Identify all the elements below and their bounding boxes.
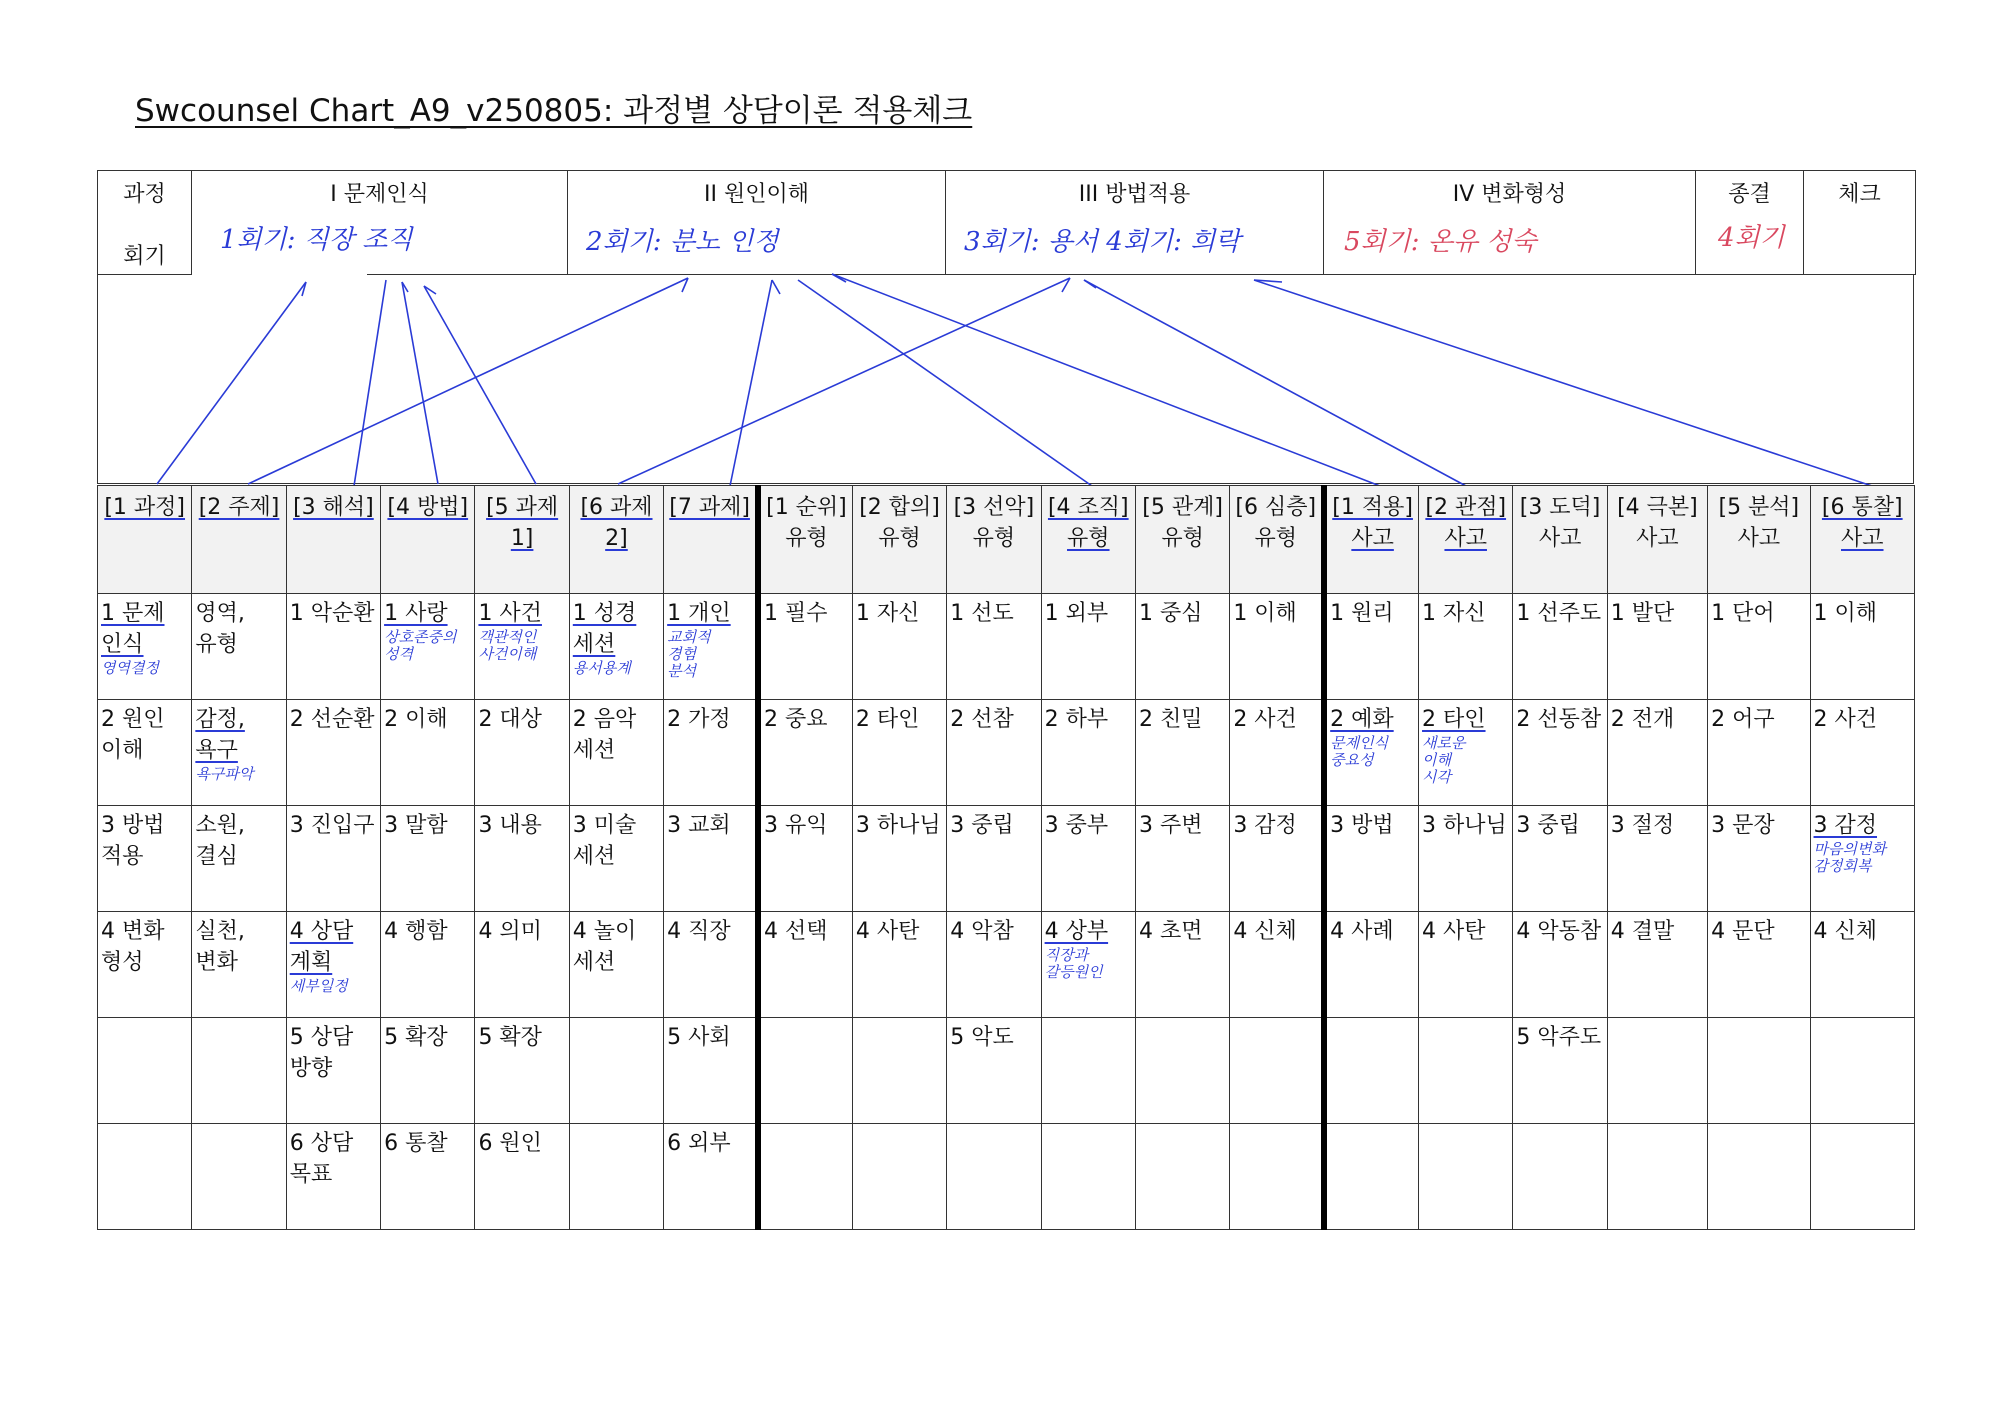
document-title: Swcounsel Chart_A9_v250805: 과정별 상담이론 적용체크	[135, 93, 973, 129]
handwritten-note: 교회적 경험 분석	[667, 628, 711, 680]
cell-label: 6 상담 목표	[289, 1131, 354, 1187]
phase-name: 체크	[1838, 182, 1881, 207]
grid-cell[interactable]	[664, 806, 758, 912]
table-row	[98, 806, 1915, 912]
grid-cell[interactable]	[1419, 594, 1513, 700]
grid-cell[interactable]	[1230, 700, 1324, 806]
grid-cell[interactable]	[475, 806, 569, 912]
grid-cell[interactable]	[98, 700, 192, 806]
grid-cell[interactable]	[1324, 912, 1418, 1018]
column-header-label: [2 관점] 사고	[1425, 495, 1507, 551]
grid-cell[interactable]	[381, 594, 475, 700]
cell-label: 4 신체	[1813, 919, 1878, 944]
grid-cell[interactable]	[286, 1018, 380, 1124]
grid-cell[interactable]	[1810, 1018, 1914, 1124]
cell-label: 4 행함	[384, 919, 448, 944]
column-header-label: [5 관계] 유형	[1142, 495, 1223, 551]
grid-cell[interactable]	[1419, 700, 1513, 806]
cell-label: 6 원인	[478, 1131, 542, 1156]
process-session-table	[97, 170, 1916, 275]
grid-cell[interactable]	[98, 1018, 192, 1124]
cell-label: 3 교회	[667, 813, 731, 838]
grid-cell[interactable]	[852, 1018, 946, 1124]
column-header-label: [2 주제]	[198, 495, 280, 520]
grid-cell[interactable]	[1810, 806, 1914, 912]
grid-cell[interactable]	[286, 806, 380, 912]
grid-cell[interactable]	[664, 700, 758, 806]
grid-cell[interactable]	[1041, 806, 1135, 912]
cell-label: 4 의미	[478, 919, 542, 944]
grid-cell[interactable]	[1041, 1124, 1135, 1230]
cell-label: 1 단어	[1711, 601, 1775, 626]
column-header	[381, 486, 475, 594]
grid-cell[interactable]	[947, 1124, 1041, 1230]
grid-cell[interactable]	[286, 1124, 380, 1230]
column-header	[1230, 486, 1324, 594]
cell-label: 4 상담 계획	[289, 919, 354, 975]
cell-label: 2 선참	[950, 707, 1014, 732]
handwritten-note: 새로운 이해 시각	[1422, 734, 1466, 786]
cell-label: 6 통찰	[384, 1131, 448, 1156]
grid-cell[interactable]	[1230, 912, 1324, 1018]
grid-cell[interactable]	[1230, 594, 1324, 700]
cell-label: 1 성경 세션	[572, 601, 637, 657]
cell-label: 2 하부	[1044, 707, 1109, 732]
cell-label: 1 이해	[1813, 601, 1878, 626]
phase-name: IV 변화형성	[1452, 182, 1567, 207]
grid-cell[interactable]	[192, 594, 286, 700]
handwritten-session-note: 3회기: 용서 4회기: 희락	[964, 227, 1241, 257]
column-header-label: [3 해석]	[293, 495, 374, 520]
cell-label: 1 개인	[667, 601, 731, 626]
column-header-label: [3 선악] 유형	[953, 495, 1035, 551]
cell-label: 3 중립	[1516, 813, 1580, 838]
column-header-label: [3 도덕] 사고	[1519, 495, 1601, 551]
cell-label: 1 선도	[950, 601, 1014, 626]
grid-cell[interactable]	[758, 700, 852, 806]
cell-label: 4 악동참	[1516, 919, 1602, 944]
grid-cell[interactable]	[1324, 594, 1418, 700]
grid-cell[interactable]	[192, 912, 286, 1018]
cell-label: 2 중요	[764, 707, 828, 732]
cell-label: 1 중심	[1138, 601, 1203, 626]
cell-label: 2 원인 이해	[101, 707, 165, 763]
cell-label: 3 유익	[764, 813, 828, 838]
grid-cell[interactable]	[1324, 700, 1418, 806]
grid-cell[interactable]	[1708, 806, 1810, 912]
grid-cell[interactable]	[852, 806, 946, 912]
grid-cell[interactable]	[1230, 1018, 1324, 1124]
column-header-label: [1 과정]	[104, 495, 186, 520]
cell-label: 2 예화	[1330, 707, 1394, 732]
cell-label: 3 감정	[1233, 813, 1297, 838]
grid-cell[interactable]	[1708, 912, 1810, 1018]
phase-name: I 문제인식	[330, 182, 429, 207]
grid-cell[interactable]	[852, 594, 946, 700]
grid-cell[interactable]	[1135, 912, 1229, 1018]
handwritten-note: 용서용계	[572, 659, 631, 677]
column-header-label: [7 과제]	[669, 495, 750, 520]
handwritten-session-note: 2회기: 분노 인정	[586, 227, 779, 257]
cell-label: 1 사랑	[384, 601, 448, 626]
column-header-label: [4 극본] 사고	[1617, 495, 1698, 551]
grid-cell[interactable]	[381, 1018, 475, 1124]
cell-label: 4 사탄	[1422, 919, 1486, 944]
handwritten-note: 영역결정	[101, 659, 159, 677]
phase-cell-method-application[interactable]	[946, 171, 1324, 275]
grid-cell[interactable]	[1324, 806, 1418, 912]
grid-cell[interactable]	[758, 1018, 852, 1124]
grid-cell[interactable]	[758, 806, 852, 912]
grid-cell[interactable]	[1708, 1124, 1810, 1230]
column-header	[947, 486, 1041, 594]
grid-cell[interactable]	[1513, 1018, 1607, 1124]
cell-label: 5 확장	[384, 1025, 448, 1050]
grid-cell[interactable]	[381, 1124, 475, 1230]
grid-cell[interactable]	[1607, 700, 1707, 806]
cell-label: 3 하나님	[1422, 813, 1507, 838]
cell-label: 1 원리	[1330, 601, 1394, 626]
column-header	[569, 486, 663, 594]
grid-cell[interactable]	[1513, 1124, 1607, 1230]
grid-cell[interactable]	[1041, 700, 1135, 806]
phase-name: III 방법적용	[1078, 182, 1191, 207]
grid-cell[interactable]	[569, 594, 663, 700]
theory-check-grid	[97, 485, 1915, 1230]
grid-cell[interactable]	[1607, 912, 1707, 1018]
grid-cell[interactable]	[1708, 1018, 1810, 1124]
column-header	[852, 486, 946, 594]
grid-cell[interactable]	[1041, 594, 1135, 700]
handwritten-note: 욕구파악	[195, 765, 254, 783]
grid-cell[interactable]	[664, 1018, 758, 1124]
grid-cell[interactable]	[192, 1018, 286, 1124]
cell-label: 4 놀이 세션	[572, 919, 637, 975]
cell-label: 2 음악 세션	[572, 707, 637, 763]
grid-cell[interactable]	[1513, 700, 1607, 806]
cell-label: 1 자신	[1422, 601, 1486, 626]
cell-label: 4 상부	[1044, 919, 1109, 944]
grid-cell[interactable]	[1135, 806, 1229, 912]
cell-label: 4 신체	[1233, 919, 1297, 944]
grid-cell[interactable]	[1135, 1124, 1229, 1230]
process-session-label-cell	[98, 171, 192, 275]
cell-label: 2 사건	[1233, 707, 1297, 732]
grid-cell[interactable]	[1324, 1018, 1418, 1124]
cell-label: 5 확장	[478, 1025, 542, 1050]
grid-cell[interactable]	[758, 594, 852, 700]
column-header-label: [6 과제 2]	[580, 495, 653, 551]
column-header	[1324, 486, 1418, 594]
grid-cell[interactable]	[475, 700, 569, 806]
grid-cell[interactable]	[947, 912, 1041, 1018]
cell-label: 3 하나님	[855, 813, 941, 838]
grid-cell[interactable]	[1135, 700, 1229, 806]
handwritten-note: 상호존중의 성격	[384, 628, 457, 663]
cell-label: 2 친밀	[1138, 707, 1203, 732]
cell-label: 3 절정	[1610, 813, 1675, 838]
phase-cell-check[interactable]	[1804, 171, 1916, 275]
cell-label: 5 악도	[950, 1025, 1014, 1050]
column-header	[1041, 486, 1135, 594]
grid-cell[interactable]	[475, 912, 569, 1018]
grid-cell[interactable]	[1513, 594, 1607, 700]
cell-label: 1 이해	[1233, 601, 1297, 626]
grid-cell[interactable]	[664, 1124, 758, 1230]
cell-label: 1 자신	[855, 601, 920, 626]
cell-label: 4 직장	[667, 919, 731, 944]
process-label: 과정	[123, 182, 166, 207]
cell-label: 3 방법	[1330, 813, 1394, 838]
handwritten-session-note: 4회기	[1718, 223, 1785, 253]
grid-cell[interactable]	[1419, 912, 1513, 1018]
column-header-label: [4 조직] 유형	[1047, 495, 1129, 551]
grid-cell[interactable]	[192, 806, 286, 912]
grid-cell[interactable]	[852, 1124, 946, 1230]
grid-cell[interactable]	[98, 912, 192, 1018]
cell-label: 2 전개	[1610, 707, 1675, 732]
cell-label: 1 사건	[478, 601, 542, 626]
column-header	[1513, 486, 1607, 594]
grid-cell[interactable]	[286, 594, 380, 700]
column-header-label: [4 방법]	[387, 495, 469, 520]
cell-label: 4 문단	[1711, 919, 1775, 944]
grid-cell[interactable]	[1041, 912, 1135, 1018]
grid-cell[interactable]	[569, 912, 663, 1018]
cell-label: 3 주변	[1138, 813, 1203, 838]
grid-cell[interactable]	[475, 594, 569, 700]
grid-cell[interactable]	[98, 806, 192, 912]
cell-label: 감정, 욕구	[195, 707, 245, 763]
grid-cell[interactable]	[1419, 806, 1513, 912]
cell-label: 4 악참	[950, 919, 1014, 944]
table-row	[98, 1018, 1915, 1124]
column-header	[98, 486, 192, 594]
cell-label: 3 내용	[478, 813, 542, 838]
phase-name: 종결	[1728, 182, 1771, 207]
grid-cell[interactable]	[1810, 700, 1914, 806]
cell-label: 1 필수	[764, 601, 828, 626]
cell-label: 6 외부	[667, 1131, 731, 1156]
grid-cell[interactable]	[1607, 594, 1707, 700]
cell-label: 3 방법 적용	[101, 813, 165, 869]
column-header	[1419, 486, 1513, 594]
column-header-label: [1 적용] 사고	[1332, 495, 1413, 551]
grid-cell[interactable]	[1135, 1018, 1229, 1124]
column-header-label: [6 통찰] 사고	[1821, 495, 1903, 551]
handwritten-note: 객관적인 사건이해	[478, 628, 537, 663]
grid-cell[interactable]	[947, 594, 1041, 700]
cell-label: 4 사례	[1330, 919, 1394, 944]
grid-cell[interactable]	[1041, 1018, 1135, 1124]
cell-label: 3 진입구	[289, 813, 375, 838]
phase-cell-problem-recognition[interactable]	[192, 171, 568, 275]
column-header	[1135, 486, 1229, 594]
grid-cell[interactable]	[1135, 594, 1229, 700]
grid-cell[interactable]	[1419, 1124, 1513, 1230]
session-label: 회기	[123, 244, 166, 269]
grid-cell[interactable]	[1810, 1124, 1914, 1230]
cell-label: 2 선순환	[289, 707, 375, 732]
grid-cell[interactable]	[947, 1018, 1041, 1124]
mapping-area	[97, 274, 1914, 484]
cell-label: 1 외부	[1044, 601, 1109, 626]
grid-cell[interactable]	[664, 594, 758, 700]
column-header-label: [6 심층] 유형	[1235, 495, 1317, 551]
grid-cell[interactable]	[1607, 1124, 1707, 1230]
cell-label: 2 사건	[1813, 707, 1878, 732]
grid-cell[interactable]	[381, 806, 475, 912]
grid-cell[interactable]	[1230, 1124, 1324, 1230]
column-header	[1607, 486, 1707, 594]
grid-cell[interactable]	[1513, 912, 1607, 1018]
cell-label: 2 선동참	[1516, 707, 1602, 732]
cell-label: 3 중부	[1044, 813, 1109, 838]
grid-cell[interactable]	[192, 1124, 286, 1230]
grid-cell[interactable]	[381, 912, 475, 1018]
handwritten-session-note: 5회기: 온유 성숙	[1344, 227, 1537, 257]
grid-cell[interactable]	[947, 806, 1041, 912]
grid-cell[interactable]	[1513, 806, 1607, 912]
column-header	[286, 486, 380, 594]
cell-label: 2 타인	[855, 707, 920, 732]
column-header	[192, 486, 286, 594]
cell-label: 2 어구	[1711, 707, 1775, 732]
grid-cell[interactable]	[98, 1124, 192, 1230]
cell-label: 3 말함	[384, 813, 448, 838]
column-header-label: [2 합의] 유형	[859, 495, 940, 551]
handwritten-note: 직장과 갈등원인	[1044, 946, 1103, 981]
cell-label: 4 선택	[764, 919, 828, 944]
grid-cell[interactable]	[475, 1018, 569, 1124]
grid-cell[interactable]	[569, 1124, 663, 1230]
grid-cell[interactable]	[1810, 594, 1914, 700]
grid-cell[interactable]	[1607, 806, 1707, 912]
header-row	[98, 486, 1915, 594]
grid-cell[interactable]	[475, 1124, 569, 1230]
cell-label: 5 사회	[667, 1025, 731, 1050]
grid-cell[interactable]	[569, 806, 663, 912]
grid-cell[interactable]	[569, 700, 663, 806]
grid-cell[interactable]	[98, 594, 192, 700]
cell-label: 1 문제 인식	[101, 601, 165, 657]
cell-label: 4 결말	[1610, 919, 1675, 944]
grid-cell[interactable]	[1324, 1124, 1418, 1230]
grid-cell[interactable]	[286, 912, 380, 1018]
cell-label: 4 초면	[1138, 919, 1203, 944]
phase-name: II 원인이해	[704, 182, 809, 207]
cell-label: 2 이해	[384, 707, 448, 732]
cell-label: 5 상담 방향	[289, 1025, 354, 1081]
column-header	[1810, 486, 1914, 594]
cell-label: 2 가정	[667, 707, 731, 732]
cell-label: 3 중립	[950, 813, 1014, 838]
grid-cell[interactable]	[852, 700, 946, 806]
cell-label: 2 타인	[1422, 707, 1486, 732]
grid-cell[interactable]	[1607, 1018, 1707, 1124]
phase-cell-termination[interactable]	[1696, 171, 1804, 275]
grid-cell[interactable]	[381, 700, 475, 806]
table-row	[98, 700, 1915, 806]
grid-cell[interactable]	[1708, 700, 1810, 806]
cell-label: 3 미술 세션	[572, 813, 637, 869]
grid-cell[interactable]	[1419, 1018, 1513, 1124]
table-row	[98, 912, 1915, 1018]
phase-cell-cause-understanding[interactable]	[568, 171, 946, 275]
table-row	[98, 1124, 1915, 1230]
grid-cell[interactable]	[1708, 594, 1810, 700]
cell-label: 영역, 유형	[195, 601, 245, 657]
phase-cell-change-formation[interactable]	[1324, 171, 1696, 275]
handwritten-session-note: 1회기: 직장 조직	[220, 225, 413, 255]
cell-label: 1 악순환	[289, 601, 375, 626]
handwritten-note: 마음의변화 감정회복	[1813, 840, 1886, 875]
column-header-label: [5 과제 1]	[486, 495, 559, 551]
grid-cell[interactable]	[852, 912, 946, 1018]
grid-cell[interactable]	[1810, 912, 1914, 1018]
cell-label: 1 선주도	[1516, 601, 1602, 626]
grid-cell[interactable]	[664, 912, 758, 1018]
grid-cell[interactable]	[286, 700, 380, 806]
cell-label: 4 사탄	[855, 919, 920, 944]
cell-label: 3 문장	[1711, 813, 1775, 838]
handwritten-note: 세부일정	[289, 977, 348, 995]
grid-cell[interactable]	[1230, 806, 1324, 912]
cell-label: 소원, 결심	[195, 813, 245, 869]
grid-cell[interactable]	[758, 1124, 852, 1230]
cell-label: 실천, 변화	[195, 919, 245, 975]
column-header-label: [5 분석] 사고	[1718, 495, 1800, 551]
column-header	[475, 486, 569, 594]
handwritten-note: 문제인식 중요성	[1330, 734, 1389, 769]
table-row	[98, 594, 1915, 700]
cell-label: 1 발단	[1610, 601, 1675, 626]
grid-cell[interactable]	[192, 700, 286, 806]
cell-label: 4 변화 형성	[101, 919, 165, 975]
column-header	[1708, 486, 1810, 594]
column-header-label: [1 순위] 유형	[766, 495, 847, 551]
cell-label: 2 대상	[478, 707, 542, 732]
cell-label: 3 감정	[1813, 813, 1878, 838]
column-header	[758, 486, 852, 594]
grid-cell[interactable]	[758, 912, 852, 1018]
grid-cell[interactable]	[569, 1018, 663, 1124]
cell-label: 5 악주도	[1516, 1025, 1602, 1050]
grid-cell[interactable]	[947, 700, 1041, 806]
column-header	[664, 486, 758, 594]
